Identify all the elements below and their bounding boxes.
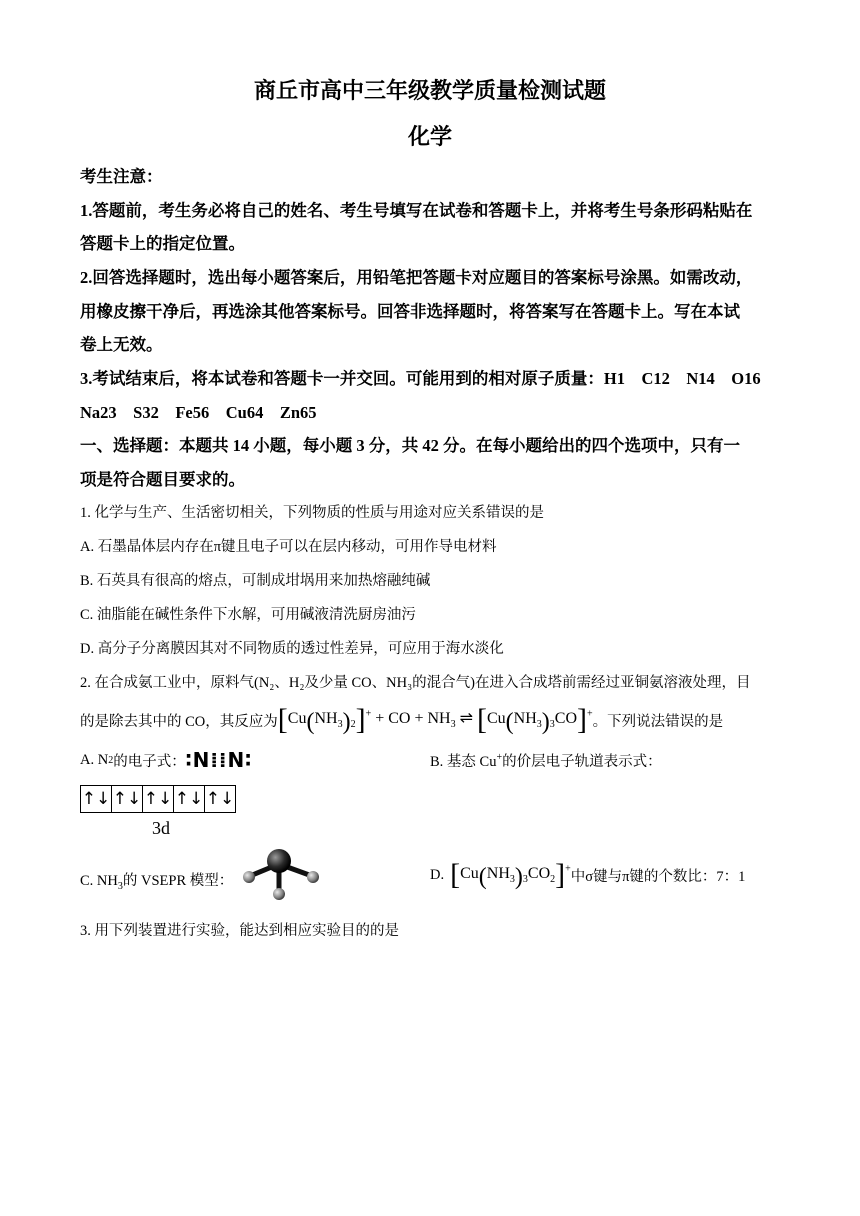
- q1-option-d: D. 高分子分离膜因其对不同物质的透过性差异，可应用于海水淡化: [80, 641, 504, 657]
- q2-stem-line2: [80, 705, 723, 735]
- notice-line: 卷上无效。: [80, 335, 163, 354]
- section-heading: 项是符合题目要求的。: [80, 470, 245, 489]
- orbital-box: ↑↓: [143, 786, 174, 813]
- q2-stem-line1: 2. 在合成氨工业中，原料气(N₂、H₂及少量 CO、NH₃的混合气)在进入合成塔前需经过亚铜氨溶液处理，目: [80, 675, 751, 691]
- hydrogen-atom: [243, 871, 255, 883]
- q3-stem: 3. 用下列装置进行实验，能达到相应实验目的的是: [80, 923, 399, 939]
- orbital-box: ↑↓: [81, 786, 112, 813]
- notice-line: Na23 S32 Fe56 Cu64 Zn65: [80, 403, 317, 422]
- exam-title: 商丘市高中三年级教学质量检测试题: [253, 78, 606, 103]
- section-heading: 一、选择题：本题共 14 小题，每小题 3 分，共 42 分。在每小题给出的四个选项中，只有一: [80, 436, 740, 455]
- q1-option-b: B. 石英具有很高的熔点，可制成坩埚用来加热熔融纯碱: [80, 573, 431, 589]
- q2-stem-prefix: 的是除去其中的 CO，其反应为: [80, 713, 278, 730]
- n2-lewis-structure: ∶N⁞⁞N∶: [185, 748, 253, 772]
- notice-line: 答题卡上的指定位置。: [80, 234, 245, 253]
- notice-line: 3.考试结束后，将本试卷和答题卡一并交回。可能用到的相对原子质量：H1 C12 N14 O16: [80, 369, 761, 388]
- q2-stem-suffix: 。下列说法错误的是: [592, 713, 724, 730]
- option-d-formula: $[Cu(NH_3)_3CO_2]^+$: [450, 858, 571, 891]
- q1-option-c: C. 油脂能在碱性条件下水解，可用碱液清洗厨房油污: [80, 607, 416, 623]
- orbital-label: 3d: [152, 818, 170, 838]
- notice-line: 2.回答选择题时，选出每小题答案后，用铅笔把答题卡对应题目的答案标号涂黑。如需改动，: [80, 268, 753, 287]
- notice-line: 用橡皮擦干净后，再选涂其他答案标号。回答非选择题时，将答案写在答题卡上。写在本试: [80, 302, 740, 321]
- reaction-equation: $[Cu(NH_3)_2]^+$ + CO + $NH_3$ ⇌ $[Cu(NH_3)_3CO]^+$: [277, 703, 593, 736]
- q1-option-a: A. 石墨晶体层内存在π键且电子可以在层内移动，可用作导电材料: [80, 539, 497, 555]
- hydrogen-atom: [273, 888, 285, 900]
- nitrogen-atom: [267, 849, 291, 873]
- hydrogen-atom: [307, 871, 319, 883]
- q2-option-b: B. 基态 Cu+的价层电子轨道表示式：: [430, 752, 662, 770]
- q2-option-a: A. N 2 的电子式： ∶N⁞⁞N∶: [80, 748, 253, 772]
- cu-orbital-diagram: [80, 785, 236, 813]
- q2-option-d: D. $[Cu(NH_3)_3CO_2]^+$ 中σ键与π键的个数比：7：1: [430, 858, 746, 891]
- notice-heading: 考生注意：: [80, 167, 163, 186]
- orbital-box: ↑↓: [112, 786, 143, 813]
- nh3-vsepr-model: [240, 846, 324, 902]
- orbital-box: ↑↓: [205, 786, 236, 813]
- equilibrium-arrow: ⇌: [459, 708, 473, 727]
- orbital-box: ↑↓: [174, 786, 205, 813]
- notice-line: 1.答题前，考生务必将自己的姓名、考生号填写在试卷和答题卡上，并将考生号条形码粘贴在: [80, 201, 753, 220]
- q1-stem: 1. 化学与生产、生活密切相关，下列物质的性质与用途对应关系错误的是: [80, 505, 544, 521]
- q2-option-c: C. $NH_3$的 VSEPR 模型：: [80, 873, 234, 892]
- subject-title: 化学: [407, 124, 452, 149]
